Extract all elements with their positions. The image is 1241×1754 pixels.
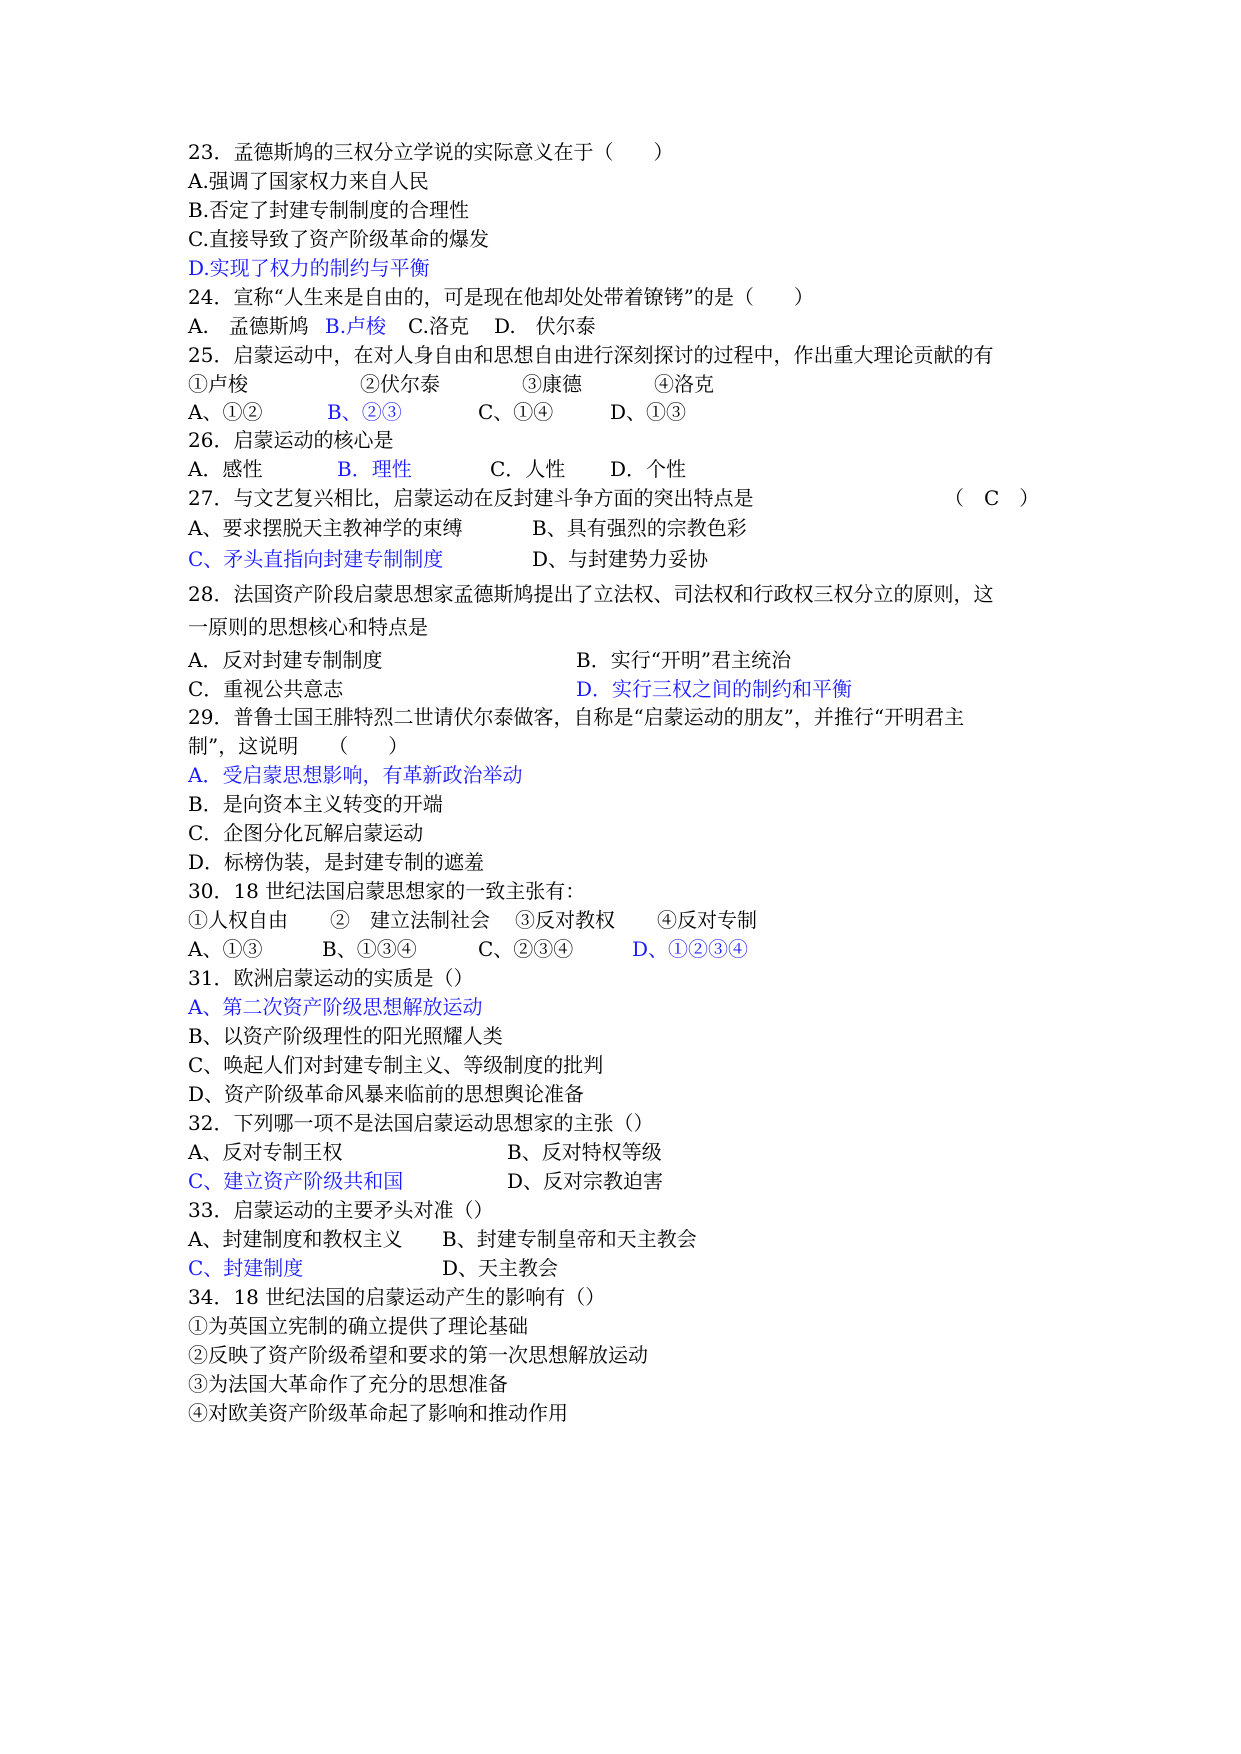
- question-34-item-2: ②反映了资产阶级希望和要求的第一次思想解放运动: [188, 1343, 648, 1367]
- question-25-stem: 25．启蒙运动中，在对人身自由和思想自由进行深刻探讨的过程中，作出重大理论贡献的有: [188, 343, 994, 367]
- question-32-option-d: D、反对宗教迫害: [507, 1169, 664, 1193]
- question-30-option-b: B、①③④: [322, 937, 417, 961]
- question-32-option-a: A、反对专制王权: [188, 1140, 343, 1164]
- question-23-option-d-answer: D.实现了权力的制约与平衡: [188, 256, 430, 280]
- question-30-stem: 30．18 世纪法国启蒙思想家的一致主张有：: [188, 879, 586, 903]
- question-29-option-d: D．标榜伪装，是封建专制的遮羞: [188, 850, 485, 874]
- question-30-option-a: A、①③: [188, 937, 263, 961]
- question-27-option-c-answer: C、矛头直指向封建专制制度: [188, 547, 444, 571]
- question-25-item-2: ②伏尔泰: [360, 372, 440, 396]
- question-28-stem-line-1: 28．法国资产阶段启蒙思想家孟德斯鸠提出了立法权、司法权和行政权三权分立的原则，这: [188, 582, 994, 606]
- question-26-option-d: D．个性: [610, 457, 687, 481]
- question-25-option-c: C、①④: [478, 400, 554, 424]
- question-26-option-b-answer: B．理性: [337, 457, 412, 481]
- question-25-option-a: A、①②: [188, 400, 263, 424]
- question-34-stem: 34．18 世纪法国的启蒙运动产生的影响有（）: [188, 1285, 606, 1309]
- question-24-stem: 24．宣称“人生来是自由的，可是现在他却处处带着镣铐”的是（ ）: [188, 285, 814, 309]
- question-25-item-3: ③康德: [522, 372, 582, 396]
- question-34-item-3: ③为法国大革命作了充分的思想准备: [188, 1372, 508, 1396]
- question-28-option-b: B．实行“开明”君主统治: [576, 648, 792, 672]
- question-29-option-b: B．是向资本主义转变的开端: [188, 792, 443, 816]
- question-31-option-d: D、资产阶级革命风暴来临前的思想舆论准备: [188, 1082, 585, 1106]
- question-30-item-4: ④反对专制: [657, 908, 757, 932]
- question-27-option-a: A、要求摆脱天主教神学的束缚: [188, 516, 463, 540]
- question-33-option-d: D、天主教会: [442, 1256, 559, 1280]
- question-23-option-c: C.直接导致了资产阶级革命的爆发: [188, 227, 489, 251]
- question-24-option-d: D. 伏尔泰: [494, 314, 596, 338]
- question-26-stem: 26．启蒙运动的核心是: [188, 428, 394, 452]
- question-27-stem: 27．与文艺复兴相比，启蒙运动在反封建斗争方面的突出特点是: [188, 486, 754, 510]
- question-30-item-1: ①人权自由: [188, 908, 288, 932]
- question-23-stem: 23．孟德斯鸠的三权分立学说的实际意义在于（ ）: [188, 140, 674, 164]
- question-31-option-b: B、以资产阶级理性的阳光照耀人类: [188, 1024, 503, 1048]
- question-26-option-a: A．感性: [188, 457, 263, 481]
- question-25-item-1: ①卢梭: [188, 372, 248, 396]
- question-34-item-1: ①为英国立宪制的确立提供了理论基础: [188, 1314, 528, 1338]
- question-24-option-c: C.洛克: [408, 314, 469, 338]
- question-30-item-2: ② 建立法制社会: [330, 908, 490, 932]
- question-28-option-d-answer: D．实行三权之间的制约和平衡: [576, 677, 853, 701]
- question-24-option-b-answer: B.卢梭: [325, 314, 387, 338]
- question-33-option-c-answer: C、封建制度: [188, 1256, 304, 1280]
- question-25-item-4: ④洛克: [654, 372, 714, 396]
- question-25-option-d: D、①③: [610, 400, 687, 424]
- question-30-item-3: ③反对教权: [515, 908, 615, 932]
- question-29-option-a-answer: A．受启蒙思想影响，有革新政治举动: [188, 763, 523, 787]
- question-32-stem: 32．下列哪一项不是法国启蒙运动思想家的主张（）: [188, 1111, 654, 1135]
- question-24-option-a: A. 孟德斯鸠: [188, 314, 309, 338]
- question-25-option-b-answer: B、②③: [327, 400, 402, 424]
- question-34-item-4: ④对欧美资产阶级革命起了影响和推动作用: [188, 1401, 568, 1425]
- question-32-option-b: B、反对特权等级: [507, 1140, 662, 1164]
- question-31-option-a-answer: A、第二次资产阶级思想解放运动: [188, 995, 483, 1019]
- question-27-option-b: B、具有强烈的宗教色彩: [532, 516, 747, 540]
- question-27-answer-key: （ C ）: [944, 486, 1040, 510]
- question-33-stem: 33．启蒙运动的主要矛头对准（）: [188, 1198, 494, 1222]
- question-27-option-d: D、与封建势力妥协: [532, 547, 709, 571]
- question-31-option-c: C、唤起人们对封建专制主义、等级制度的批判: [188, 1053, 604, 1077]
- question-28-option-a: A．反对封建专制制度: [188, 648, 383, 672]
- question-29-stem-line-1: 29．普鲁士国王腓特烈二世请伏尔泰做客，自称是“启蒙运动的朋友”，并推行“开明君主: [188, 705, 965, 729]
- question-30-option-d-answer: D、①②③④: [632, 937, 749, 961]
- question-23-option-b: B.否定了封建专制制度的合理性: [188, 198, 470, 222]
- question-23-option-a: A.强调了国家权力来自人民: [188, 169, 429, 193]
- question-31-stem: 31．欧洲启蒙运动的实质是（）: [188, 966, 474, 990]
- question-29-stem-line-2: 制”，这说明 （ ）: [188, 734, 409, 758]
- question-26-option-c: C．人性: [490, 457, 566, 481]
- question-33-option-b: B、封建专制皇帝和天主教会: [442, 1227, 697, 1251]
- question-33-option-a: A、封建制度和教权主义: [188, 1227, 403, 1251]
- question-28-option-c: C．重视公共意志: [188, 677, 344, 701]
- question-30-option-c: C、②③④: [478, 937, 574, 961]
- question-32-option-c-answer: C、建立资产阶级共和国: [188, 1169, 404, 1193]
- question-29-option-c: C．企图分化瓦解启蒙运动: [188, 821, 424, 845]
- question-28-stem-line-2: 一原则的思想核心和特点是: [188, 615, 428, 639]
